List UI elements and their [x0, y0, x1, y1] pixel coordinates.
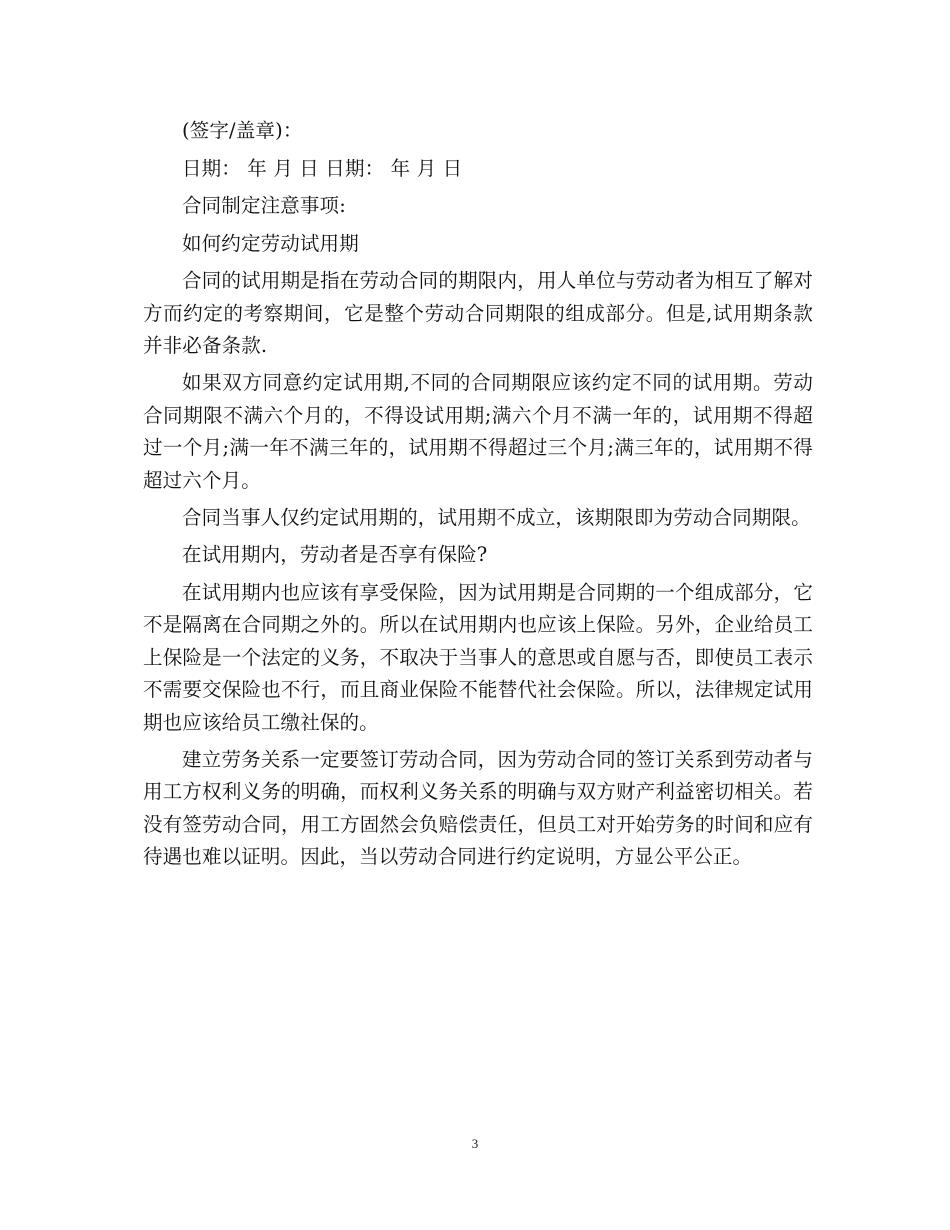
- paragraph-probation-definition: 合同的试用期是指在劳动合同的期限内，用人单位与劳动者为相互了解对方而约定的考察期间，它是整个劳动合同期限的组成部分。但是,试用期条款并非必备条款.: [143, 269, 813, 357]
- paragraph-probation-duration: 如果双方同意约定试用期,不同的合同期限应该约定不同的试用期。劳动合同期限不满六个月的，不得设试用期;满六个月不满一年的，试用期不得超过一个月;满一年不满三年的，试用期不得超过三个月;满三年的，试用期不得超过六个月。: [143, 371, 813, 492]
- probation-heading: 如何约定劳动试用期: [182, 231, 359, 255]
- paragraph-insurance-answer: 在试用期内也应该有享受保险，因为试用期是合同期的一个组成部分，它不是隔离在合同期之外的。所以在试用期内也应该上保险。另外，企业给员工上保险是一个法定的义务，不取决于当事人的意思或自愿与否，即使员工表示不需要交保险也不行，而且商业保险不能替代社会保险。所以，法律规定试用期也应该给员工缴社保的。: [143, 580, 813, 734]
- date-line: 日期： 年 月 日 日期： 年 月 日: [182, 156, 463, 180]
- document-body: [143, 115, 813, 878]
- notes-heading: 合同制定注意事项:: [182, 194, 346, 217]
- paragraph-probation-only: 合同当事人仅约定试用期的，试用期不成立，该期限即为劳动合同期限。: [182, 505, 811, 529]
- signature-line: (签字/盖章)：: [182, 119, 303, 142]
- paragraph-contract-necessity: 建立劳务关系一定要签订劳动合同，因为劳动合同的签订关系到劳动者与用工方权利义务的明确，而权利义务关系的明确与双方财产利益密切相关。若没有签劳动合同，用工方固然会负赔偿责任，但员工对开始劳务的时间和应有待遇也难以证明。因此，当以劳动合同进行约定说明，方显公平公正。: [143, 747, 813, 868]
- insurance-question: 在试用期内，劳动者是否享有保险?: [182, 543, 488, 566]
- page-number: 3: [471, 1136, 479, 1151]
